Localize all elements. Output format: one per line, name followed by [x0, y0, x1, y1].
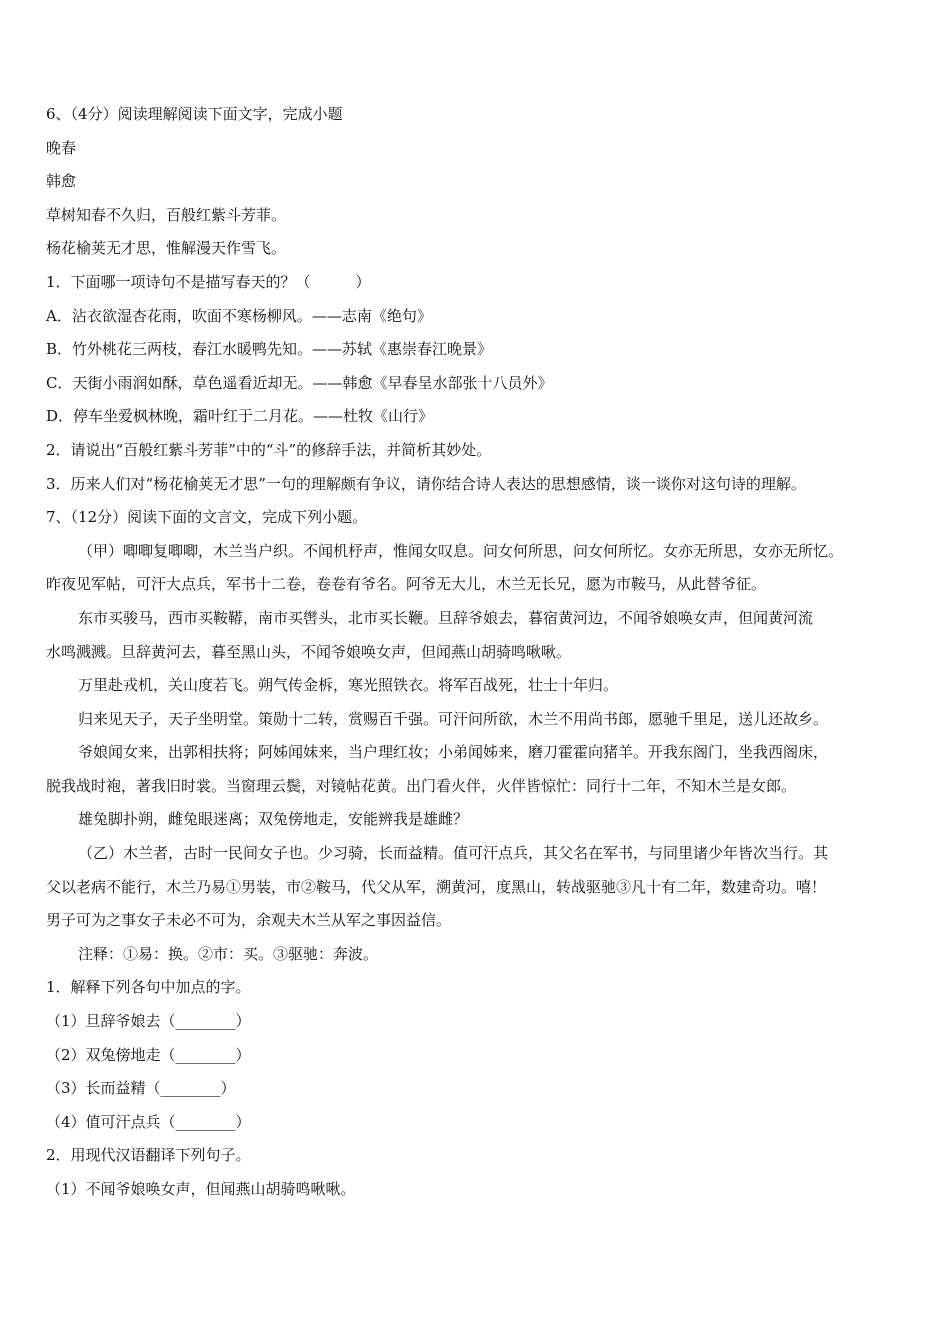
q6-subquestion-2: 2．请说出“百般红紫斗芳菲”中的“斗”的修辞手法，并简析其妙处。 — [46, 440, 492, 459]
passage-yi-line1: （乙）木兰者，古时一民间女子也。少习骑，长而益精。值可汗点兵，其父名在军书，与同里诸少年皆次当行。其 — [78, 844, 829, 863]
passage-jia-p5-line2: 脱我战时袍，著我旧时裳。当窗理云鬓，对镜帖花黄。出门看火伴，火伴皆惊忙：同行十二年，不知木兰是女郎。 — [46, 776, 797, 795]
passage-jia-p2-line2: 水鸣溅溅。旦辞黄河去，暮至黑山头，不闻爷娘唤女声，但闻燕山胡骑鸣啾啾。 — [46, 642, 572, 661]
passage-jia-p4: 归来见天子，天子坐明堂。策勋十二转，赏赐百千强。可汗问所欲，木兰不用尚书郎，愿驰千里足，送儿还故乡。 — [78, 709, 829, 728]
question-6-header: 6、（4分）阅读理解阅读下面文字，完成小题 — [46, 105, 343, 123]
poem-author: 韩愈 — [46, 172, 77, 191]
word-item-2: （2）双兔傍地走（________） — [46, 1045, 251, 1064]
translate-item-1: （1）不闻爷娘唤女声，但闻燕山胡骑鸣啾啾。 — [46, 1180, 356, 1198]
poem-line-2: 杨花榆荚无才思，惟解漫天作雪飞。 — [46, 239, 287, 258]
option-a: A．沾衣欲湿杏花雨，吹面不寒杨柳风。——志南《绝句》 — [46, 306, 432, 325]
passage-jia-p1-line1: （甲）唧唧复唧唧，木兰当户织。不闻机杼声，惟闻女叹息。问女何所思，问女何所忆。女亦无所思，女亦无所忆。 — [78, 541, 844, 560]
annotation-notes: 注释：①易：换。②市：买。③驱驰：奔波。 — [78, 944, 379, 963]
poem-line-1: 草树知春不久归，百般红紫斗芳菲。 — [46, 205, 287, 224]
passage-jia-p5-line1: 爷娘闻女来，出郭相扶将；阿姊闻妹来，当户理红妆；小弟闻姊来，磨刀霍霍向猪羊。开我东阁门，坐我西阁床， — [78, 743, 829, 762]
q6-subquestion-1: 1．下面哪一项诗句不是描写春天的？（ ） — [46, 272, 371, 291]
passage-jia-p1-line2: 昨夜见军帖，可汗大点兵，军书十二卷，卷卷有爷名。阿爷无大儿，木兰无长兄，愿为市鞍马，从此替爷征。 — [46, 575, 767, 594]
passage-yi-line3: 男子可为之事女子未必不可为，余观夫木兰从军之事因益信。 — [46, 911, 452, 930]
passage-jia-p3: 万里赴戎机，关山度若飞。朔气传金柝，寒光照铁衣。将军百战死，壮士十年归。 — [78, 676, 619, 695]
question-7-header: 7、（12分）阅读下面的文言文，完成下列小题。 — [46, 508, 368, 527]
q6-subquestion-3: 3．历来人们对“杨花榆荚无才思”一句的理解颇有争议，请你结合诗人表达的思想感情，谈一谈你对这句诗的理解。 — [46, 474, 806, 493]
passage-yi-line2: 父以老病不能行，木兰乃易①男装，市②鞍马，代父从军，溯黄河，度黑山，转战驱驰③凡十有二年，数建奇功。嘻！ — [46, 877, 827, 896]
q7-subquestion-2: 2．用现代汉语翻译下列句子。 — [46, 1146, 251, 1165]
word-item-3: （3）长而益精（________） — [46, 1079, 236, 1098]
word-item-1: （1）旦辞爷娘去（________） — [46, 1012, 251, 1031]
poem-title: 晚春 — [46, 138, 77, 157]
option-b: B．竹外桃花三两枝，春江水暖鸭先知。——苏轼《惠崇春江晚景》 — [46, 340, 493, 359]
passage-jia-p6: 雄兔脚扑朔，雌兔眼迷离；双兔傍地走，安能辨我是雄雌？ — [78, 810, 469, 829]
document-page — [46, 98, 918, 1207]
option-c: C．天街小雨润如酥，草色遥看近却无。——韩愈《早春呈水部张十八员外》 — [46, 373, 553, 392]
q7-subquestion-1: 1．解释下列各句中加点的字。 — [46, 978, 251, 997]
passage-jia-p2-line1: 东市买骏马，西市买鞍鞯，南市买辔头，北市买长鞭。旦辞爷娘去，暮宿黄河边，不闻爷娘唤女声，但闻黄河流 — [78, 608, 814, 627]
word-item-4: （4）值可汗点兵（________） — [46, 1112, 251, 1131]
option-d: D．停车坐爱枫林晚，霜叶红于二月花。——杜牧《山行》 — [46, 407, 434, 426]
